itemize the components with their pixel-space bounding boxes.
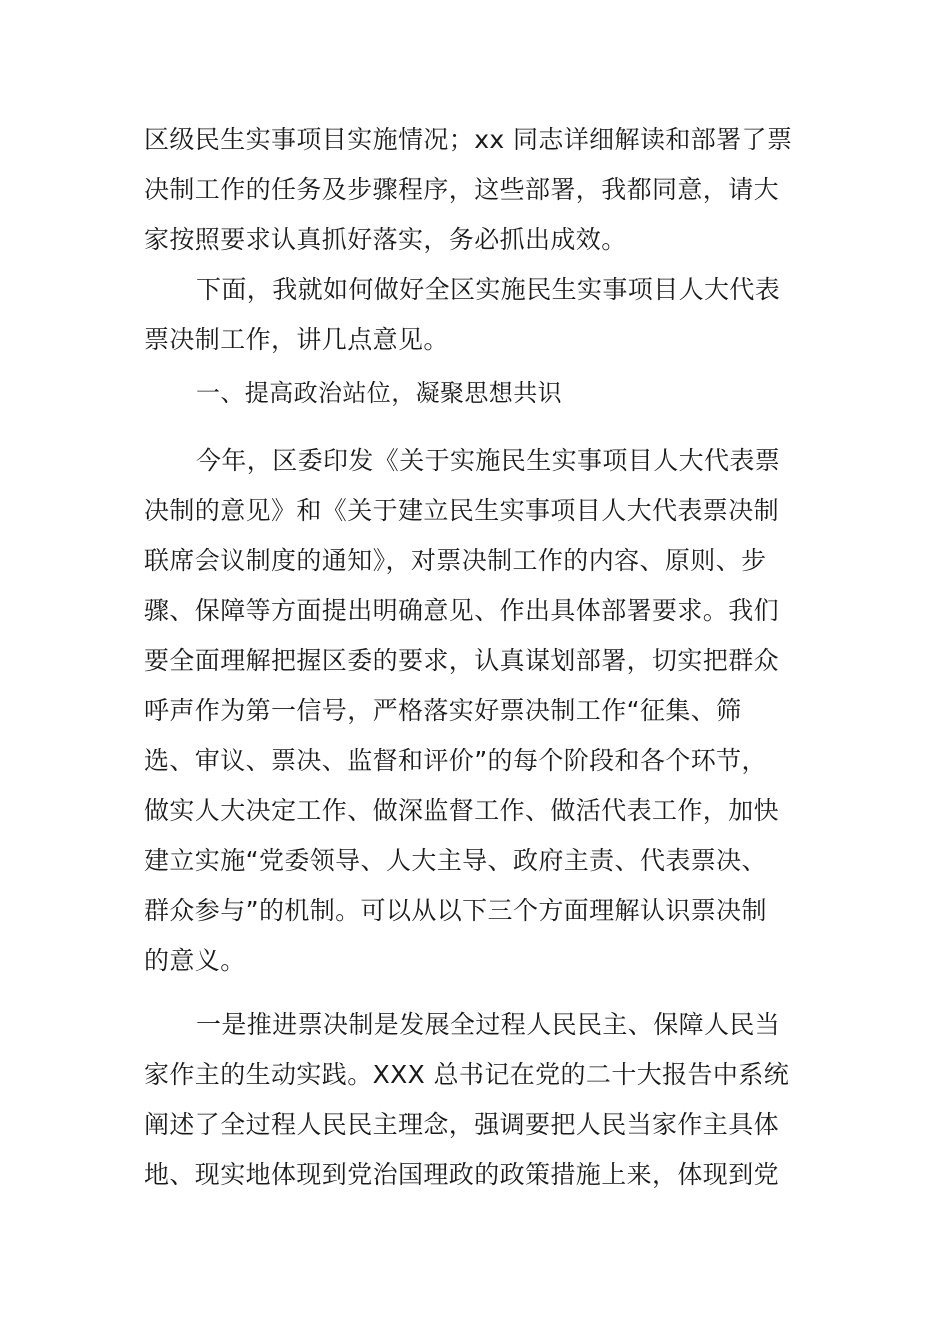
text-line: 的意义。 <box>144 946 246 975</box>
heading-text: 一、提高政治站位，凝聚思想共识 <box>196 379 562 407</box>
paragraph-continuation <box>144 115 808 265</box>
section-heading <box>144 368 808 418</box>
text-line: 家按照要求认真抓好落实，务必抓出成效。 <box>144 225 627 254</box>
paragraph-body <box>144 1000 808 1200</box>
text-line: 决制的意见》和《关于建立民生实事项目人大代表票决制 <box>144 496 780 525</box>
text-line: 要全面理解把握区委的要求，认真谋划部署，切实把群众 <box>144 646 780 675</box>
text-line: 做实人大决定工作、做深监督工作、做活代表工作，加快 <box>144 796 780 825</box>
text-line: 区级民生实事项目实施情况；xx 同志详细解读和部署了票 <box>144 125 793 154</box>
paragraph-body <box>144 436 808 986</box>
text-line: 一是推进票决制是发展全过程人民民主、保障人民当 <box>196 1010 781 1039</box>
text-line: 决制工作的任务及步骤程序，这些部署，我都同意，请大 <box>144 175 780 204</box>
text-line: 呼声作为第一信号，严格落实好票决制工作“征集、筛 <box>144 696 742 725</box>
text-line: 建立实施“党委领导、人大主导、政府主责、代表票决、 <box>144 846 767 875</box>
text-line: 今年，区委印发《关于实施民生实事项目人大代表票 <box>196 446 781 475</box>
paragraph-intro <box>144 265 808 365</box>
text-line: 阐述了全过程人民民主理念，强调要把人民当家作主具体 <box>144 1110 780 1139</box>
text-line: 下面，我就如何做好全区实施民生实事项目人大代表 <box>196 275 781 304</box>
text-line: 群众参与”的机制。可以从以下三个方面理解认识票决制 <box>144 896 767 925</box>
text-line: 票决制工作，讲几点意见。 <box>144 325 449 354</box>
text-line: 家作主的生动实践。XXX 总书记在党的二十大报告中系统 <box>144 1060 790 1089</box>
text-line: 选、审议、票决、监督和评价”的每个阶段和各个环节， <box>144 746 767 775</box>
text-line: 地、现实地体现到党治国理政的政策措施上来，体现到党 <box>144 1160 780 1189</box>
text-line: 联席会议制度的通知》，对票决制工作的内容、原则、步 <box>144 546 767 575</box>
text-line: 骤、保障等方面提出明确意见、作出具体部署要求。我们 <box>144 596 780 625</box>
